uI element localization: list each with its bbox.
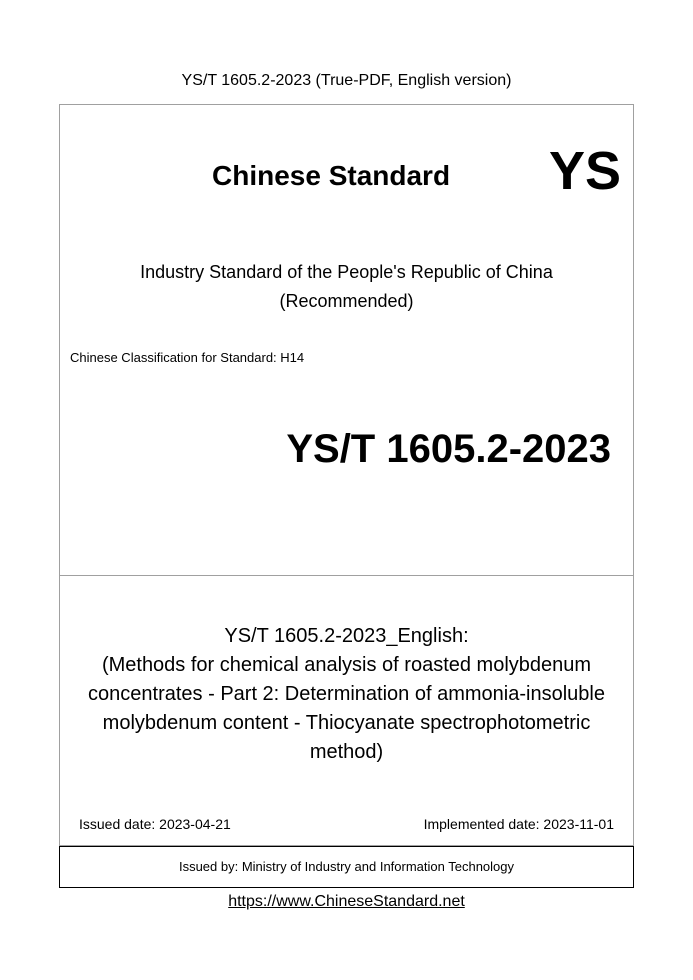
document-title-line-4: molybdenum content - Thiocyanate spectrophotometric — [102, 712, 591, 734]
classification-line: Chinese Classification for Standard: H14 — [70, 350, 305, 365]
cover-frame — [59, 104, 634, 846]
section-divider — [60, 575, 633, 576]
standard-number: YS/T 1605.2-2023 — [286, 427, 611, 471]
standard-code-mark: YS — [548, 141, 621, 201]
issued-date: Issued date: 2023-04-21 — [79, 816, 231, 832]
document-title-block — [60, 622, 633, 767]
implemented-date: Implemented date: 2023-11-01 — [423, 816, 614, 832]
industry-standard-block — [60, 258, 633, 316]
website-link[interactable]: https://www.ChineseStandard.net — [228, 893, 465, 910]
industry-standard-line: Industry Standard of the People's Republic of China — [140, 262, 553, 282]
document-title-line-1: YS/T 1605.2-2023_English: — [224, 625, 469, 647]
document-title-line-2: (Methods for chemical analysis of roasted molybdenum — [101, 654, 592, 676]
document-title-line-5: method) — [309, 741, 384, 763]
document-header-title: YS/T 1605.2-2023 (True-PDF, English version) — [181, 72, 512, 89]
standard-type-heading: Chinese Standard — [212, 160, 451, 191]
website-link-container — [0, 892, 693, 912]
issuer-box: Issued by: Ministry of Industry and Information Technology — [59, 846, 634, 888]
recommended-line: (Recommended) — [279, 291, 414, 311]
document-title-line-3: concentrates - Part 2: Determination of ammonia-insoluble — [88, 683, 605, 705]
